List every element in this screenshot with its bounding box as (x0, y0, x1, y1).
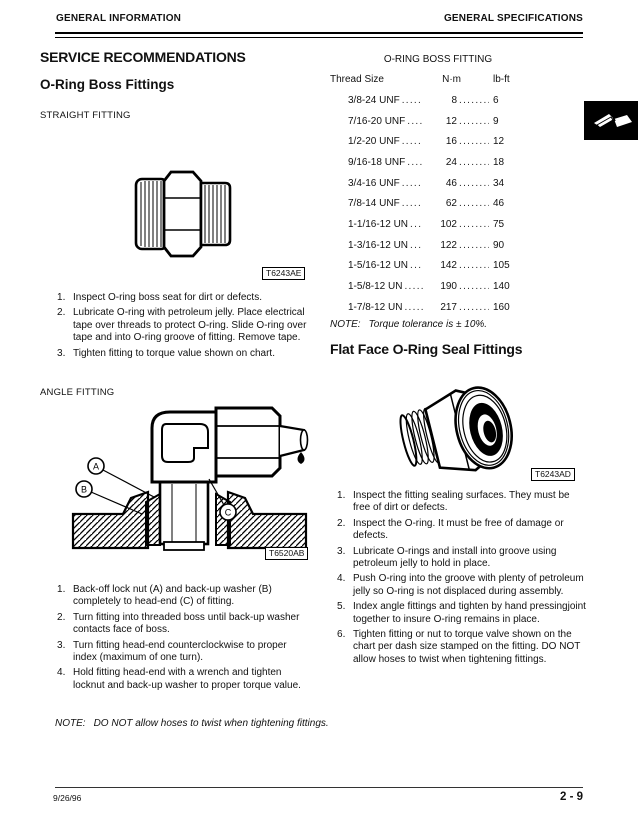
column-header-thread-size: Thread Size (330, 74, 384, 85)
nm-value: 102 (440, 218, 457, 230)
straight-fitting-label: STRAIGHT FITTING (40, 110, 131, 121)
table-row (348, 90, 523, 111)
nm-value: 62 (445, 198, 457, 210)
list-item: Inspect the fitting sealing surfaces. They must be free of dirt or defects. (353, 490, 570, 514)
list-item: Back-off lock nut (A) and back-up washer (B) completely to head-end (C) of fitting. (73, 584, 272, 608)
lbft-value: 46 (493, 198, 505, 210)
leader-dots (402, 178, 423, 189)
torque-table-title: O-RING BOSS FITTING (383, 54, 493, 65)
angle-fitting-figure (68, 402, 313, 552)
table-row (348, 152, 523, 173)
leader-dots (459, 260, 489, 271)
thread-size: 3/4-16 UNF (348, 177, 400, 189)
section-tab (584, 101, 638, 140)
leader-dots (402, 95, 423, 106)
thread-size: 1/2-20 UNF (348, 136, 400, 148)
note-label: NOTE: (330, 319, 361, 330)
nm-value: 122 (440, 239, 457, 251)
list-item: Inspect O-ring boss seat for dirt or defects. (73, 292, 262, 303)
lbft-value: 140 (493, 281, 510, 293)
table-note (330, 319, 586, 332)
leader-dots (459, 95, 489, 106)
leader-dots (459, 157, 489, 168)
leader-dots (410, 260, 423, 271)
header-right: GENERAL SPECIFICATIONS (443, 13, 583, 24)
nm-value: 8 (451, 94, 457, 106)
table-row (348, 256, 523, 277)
table-row (348, 276, 523, 297)
list-item: Lubricate O-rings and install into groove using petroleum jelly to hold in place. (353, 545, 557, 570)
figure-tag: T6243AE (262, 267, 305, 280)
list-item: Index angle fittings and tighten by hand pressingjoint together to insure O-ring remains in place. (353, 601, 586, 625)
leader-dots (402, 136, 423, 147)
table-row (348, 131, 523, 152)
open-book-icon (589, 106, 633, 136)
thread-size: 1-5/8-12 UN (348, 281, 403, 293)
leader-dots (407, 116, 423, 127)
nm-value: 190 (440, 281, 457, 293)
lbft-value: 75 (493, 218, 505, 230)
straight-fitting-steps (57, 292, 312, 363)
footer-rule (55, 787, 583, 788)
list-item: Push O-ring into the groove with plenty of petroleum jelly so O-ring is not displaced during assembly. (353, 573, 584, 597)
thread-size: 9/16-18 UNF (348, 156, 406, 168)
leader-dots (410, 240, 423, 251)
thread-size: 1-7/8-12 UN (348, 301, 403, 313)
flat-face-steps (337, 490, 589, 669)
lbft-value: 6 (493, 94, 499, 106)
thread-size: 1-5/16-12 UN (348, 260, 409, 272)
list-item: Tighten fitting or nut to torque valve shown on the chart per dash size stamped on the fitting. DO NOT allow hoses to twist when tightening fittings. (353, 629, 581, 665)
leader-dots (407, 157, 423, 168)
section-title: SERVICE RECOMMENDATIONS (40, 49, 246, 65)
leader-dots (459, 281, 489, 292)
lbft-value: 160 (493, 301, 510, 313)
thread-size: 1-1/16-12 UN (348, 218, 409, 230)
nm-value: 142 (440, 260, 457, 272)
straight-fitting-drawing-icon (133, 168, 233, 260)
table-row (348, 111, 523, 132)
thread-size: 7/8-14 UNF (348, 198, 400, 210)
leader-dots (404, 281, 423, 292)
flat-face-figure (396, 383, 514, 483)
leader-dots (459, 178, 489, 189)
leader-dots (459, 240, 489, 251)
note-text: Torque tolerance is ± 10%. (368, 319, 488, 330)
header-rule (55, 32, 583, 38)
list-item: Turn fitting into threaded boss until back-up washer contacts face of boss. (73, 611, 300, 636)
nm-value: 16 (445, 136, 457, 148)
angle-fitting-label: ANGLE FITTING (40, 387, 115, 398)
torque-table (348, 90, 523, 318)
table-row (348, 235, 523, 256)
header-left: GENERAL INFORMATION (56, 13, 182, 24)
thread-size: 1-3/16-12 UN (348, 239, 409, 251)
page-number: 2 - 9 (559, 791, 583, 803)
table-row (348, 297, 523, 318)
left-note (55, 718, 372, 731)
thread-size: 7/16-20 UNF (348, 115, 406, 127)
flat-face-title: Flat Face O-Ring Seal Fittings (330, 341, 523, 357)
note-label: NOTE: (55, 718, 86, 729)
nm-value: 46 (445, 177, 457, 189)
angle-fitting-steps (57, 584, 312, 695)
lbft-value: 12 (493, 136, 505, 148)
footer-date: 9/26/96 (53, 793, 82, 803)
callout-c: C (224, 507, 232, 518)
leader-dots (402, 198, 423, 209)
leader-dots (404, 302, 423, 313)
straight-fitting-figure (133, 168, 233, 260)
flat-face-drawing-icon (396, 383, 514, 483)
leader-dots (459, 302, 489, 313)
list-item: Hold fitting head-end with a wrench and tighten locknut and back-up washer to proper torque value. (73, 667, 301, 691)
list-item: Turn fitting head-end counterclockwise to proper index (maximum of one turn). (73, 639, 287, 664)
lbft-value: 34 (493, 177, 505, 189)
column-header-nm: N·m (442, 74, 461, 85)
leader-dots (459, 198, 489, 209)
lbft-value: 105 (493, 260, 510, 272)
nm-value: 24 (445, 156, 457, 168)
callout-b: B (80, 484, 88, 495)
leader-dots (459, 116, 489, 127)
lbft-value: 90 (493, 239, 505, 251)
figure-tag: T6243AD (531, 468, 575, 481)
angle-fitting-drawing-icon (68, 402, 313, 552)
column-header-lbft: lb-ft (493, 74, 510, 85)
torque-table-header (330, 74, 523, 85)
page-header (56, 13, 583, 24)
list-item: Tighten fitting to torque value shown on chart. (73, 347, 275, 359)
nm-value: 12 (445, 115, 457, 127)
table-row (348, 193, 523, 214)
leader-dots (459, 219, 489, 230)
table-row (348, 214, 523, 235)
figure-tag: T6520AB (265, 547, 308, 560)
table-row (348, 173, 523, 194)
list-item: Inspect the O-ring. It must be free of damage or defects. (353, 517, 564, 542)
callout-a: A (92, 461, 100, 472)
leader-dots (410, 219, 423, 230)
thread-size: 3/8-24 UNF (348, 94, 400, 106)
lbft-value: 18 (493, 156, 505, 168)
subsection-title: O-Ring Boss Fittings (40, 77, 175, 92)
lbft-value: 9 (493, 115, 499, 127)
nm-value: 217 (440, 301, 457, 313)
list-item: Lubricate O-ring with petroleum jelly. Place electrical tape over threads to protect O-ring. Slide O-ring over tape and into O-ring groove of fitting. Remove tape. (73, 307, 307, 344)
leader-dots (459, 136, 489, 147)
note-text: DO NOT allow hoses to twist when tightening fittings. (93, 718, 329, 729)
